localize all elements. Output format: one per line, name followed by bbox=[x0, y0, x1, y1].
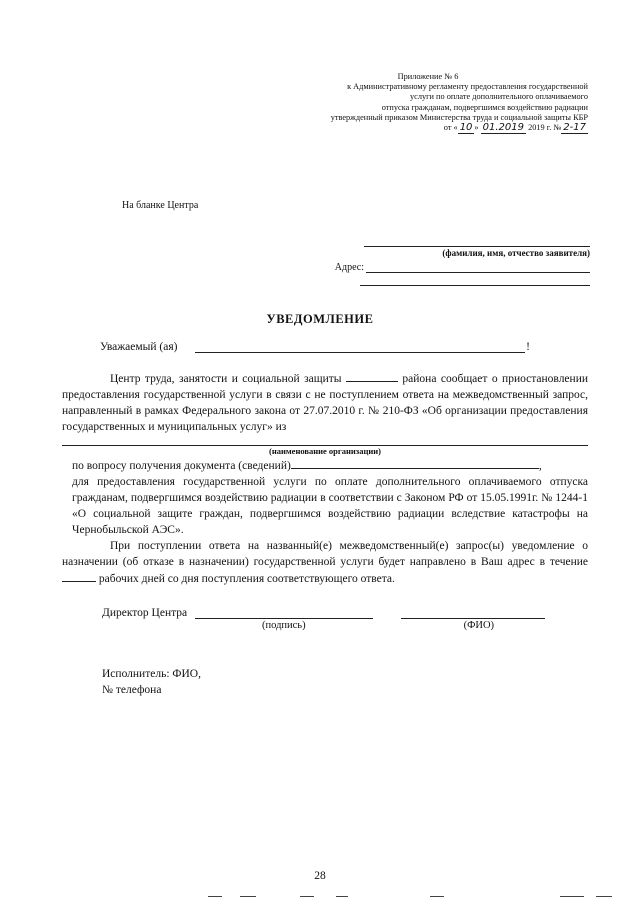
p4-text-b: рабочих дней со дня поступления соответствующего ответа. bbox=[98, 573, 395, 585]
signature-captions bbox=[102, 620, 572, 631]
date-prefix: от « bbox=[443, 123, 458, 133]
notice-body bbox=[62, 370, 588, 587]
executor-name: Исполнитель: ФИО, bbox=[102, 668, 201, 680]
handwritten-number: 2-17 bbox=[563, 122, 586, 134]
director-name-line bbox=[401, 607, 545, 619]
date-year: 2019 г. № bbox=[528, 123, 562, 133]
appendix-line: к Административному регламенту предоставления государственной bbox=[347, 82, 588, 92]
address-label: Адрес: bbox=[334, 262, 364, 273]
organization-line bbox=[62, 436, 588, 446]
district-blank bbox=[346, 370, 398, 382]
director-label: Директор Центра bbox=[102, 607, 188, 619]
scan-artifact bbox=[430, 896, 444, 897]
appendix-header bbox=[288, 72, 588, 134]
document-title: УВЕДОМЛЕНИЕ bbox=[266, 312, 374, 326]
scan-artifact bbox=[208, 896, 222, 897]
days-blank bbox=[62, 570, 96, 582]
appendix-number: Приложение № 6 bbox=[397, 72, 459, 81]
greeting-ending: ! bbox=[526, 341, 530, 353]
executor-block bbox=[102, 666, 201, 698]
appendix-line: услуги по оплате дополнительного оплачиваемого bbox=[410, 92, 588, 102]
scan-artifact bbox=[336, 896, 348, 897]
address-line bbox=[366, 262, 590, 273]
signature-row bbox=[102, 607, 572, 619]
executor-phone: № телефона bbox=[102, 684, 162, 696]
signature-block bbox=[102, 607, 572, 631]
address-line-2 bbox=[360, 273, 590, 286]
recipient-block bbox=[320, 238, 590, 286]
scan-artifact bbox=[300, 896, 314, 897]
paragraph-4 bbox=[62, 538, 588, 587]
address-row bbox=[320, 262, 590, 273]
scan-artifact bbox=[560, 896, 584, 897]
p4-text-a: При поступлении ответа на названный(е) межведомственный(е) запрос(ы) уведомление о назначении (об отказе в назначении) государственной услуги будет направлено в Ваш адрес в течение bbox=[62, 540, 588, 568]
appendix-line: отпуска гражданам, подвергшимся воздействию радиации bbox=[381, 102, 588, 112]
organization-caption: (наименование организации) bbox=[269, 446, 381, 456]
scan-artifact bbox=[596, 896, 612, 897]
recipient-name-line bbox=[364, 238, 590, 247]
p2-comma: , bbox=[538, 460, 542, 472]
paragraph-1 bbox=[62, 370, 588, 435]
greeting bbox=[100, 341, 530, 353]
scan-artifact bbox=[240, 896, 256, 897]
paragraph-3: для предоставления государственной услуги по оплате дополнительного оплачиваемого отпуска гражданам, подвергшимся воздействию радиации в соответствии с Законом РФ от 15.05.1991г. № 1244-1 «О социальной защите граждан, подвергшимся воздействию радиации вследствие катастрофы на Чернобыльской АЭС». bbox=[72, 476, 588, 536]
signature-line bbox=[195, 607, 373, 619]
p2-text: по вопросу получения документа (сведений) bbox=[72, 460, 291, 472]
letterhead-note: На бланке Центра bbox=[122, 200, 199, 211]
handwritten-month: 01.2019 bbox=[482, 122, 525, 134]
fio-caption: (ФИО) bbox=[463, 620, 495, 631]
recipient-name-caption: (фамилия, имя, отчество заявителя) bbox=[442, 248, 590, 258]
date-quote: » bbox=[474, 123, 479, 133]
signature-caption: (подпись) bbox=[262, 620, 306, 631]
greeting-label: Уважаемый (ая) bbox=[100, 341, 178, 353]
appendix-line: утвержденный приказом Министерства труда и социальной защиты КБР bbox=[330, 112, 588, 122]
handwritten-day: 10 bbox=[459, 122, 473, 134]
page-number: 28 bbox=[314, 870, 326, 882]
p1-text-a: Центр труда, занятости и социальной защиты bbox=[110, 373, 342, 385]
paragraph-2 bbox=[62, 457, 588, 474]
greeting-name-line bbox=[195, 341, 525, 353]
p1-text-b: района сообщает о приостановлении предоставления государственной услуги в связи с не поступлением ответа на межведомственный запрос, направленный в рамках Федерального закона от 27.07.2010 г. № 210-ФЗ «Об организации предоставления государственных и муниципальных услуг» из bbox=[62, 373, 588, 433]
appendix-date bbox=[288, 123, 588, 134]
document-blank bbox=[291, 457, 539, 469]
